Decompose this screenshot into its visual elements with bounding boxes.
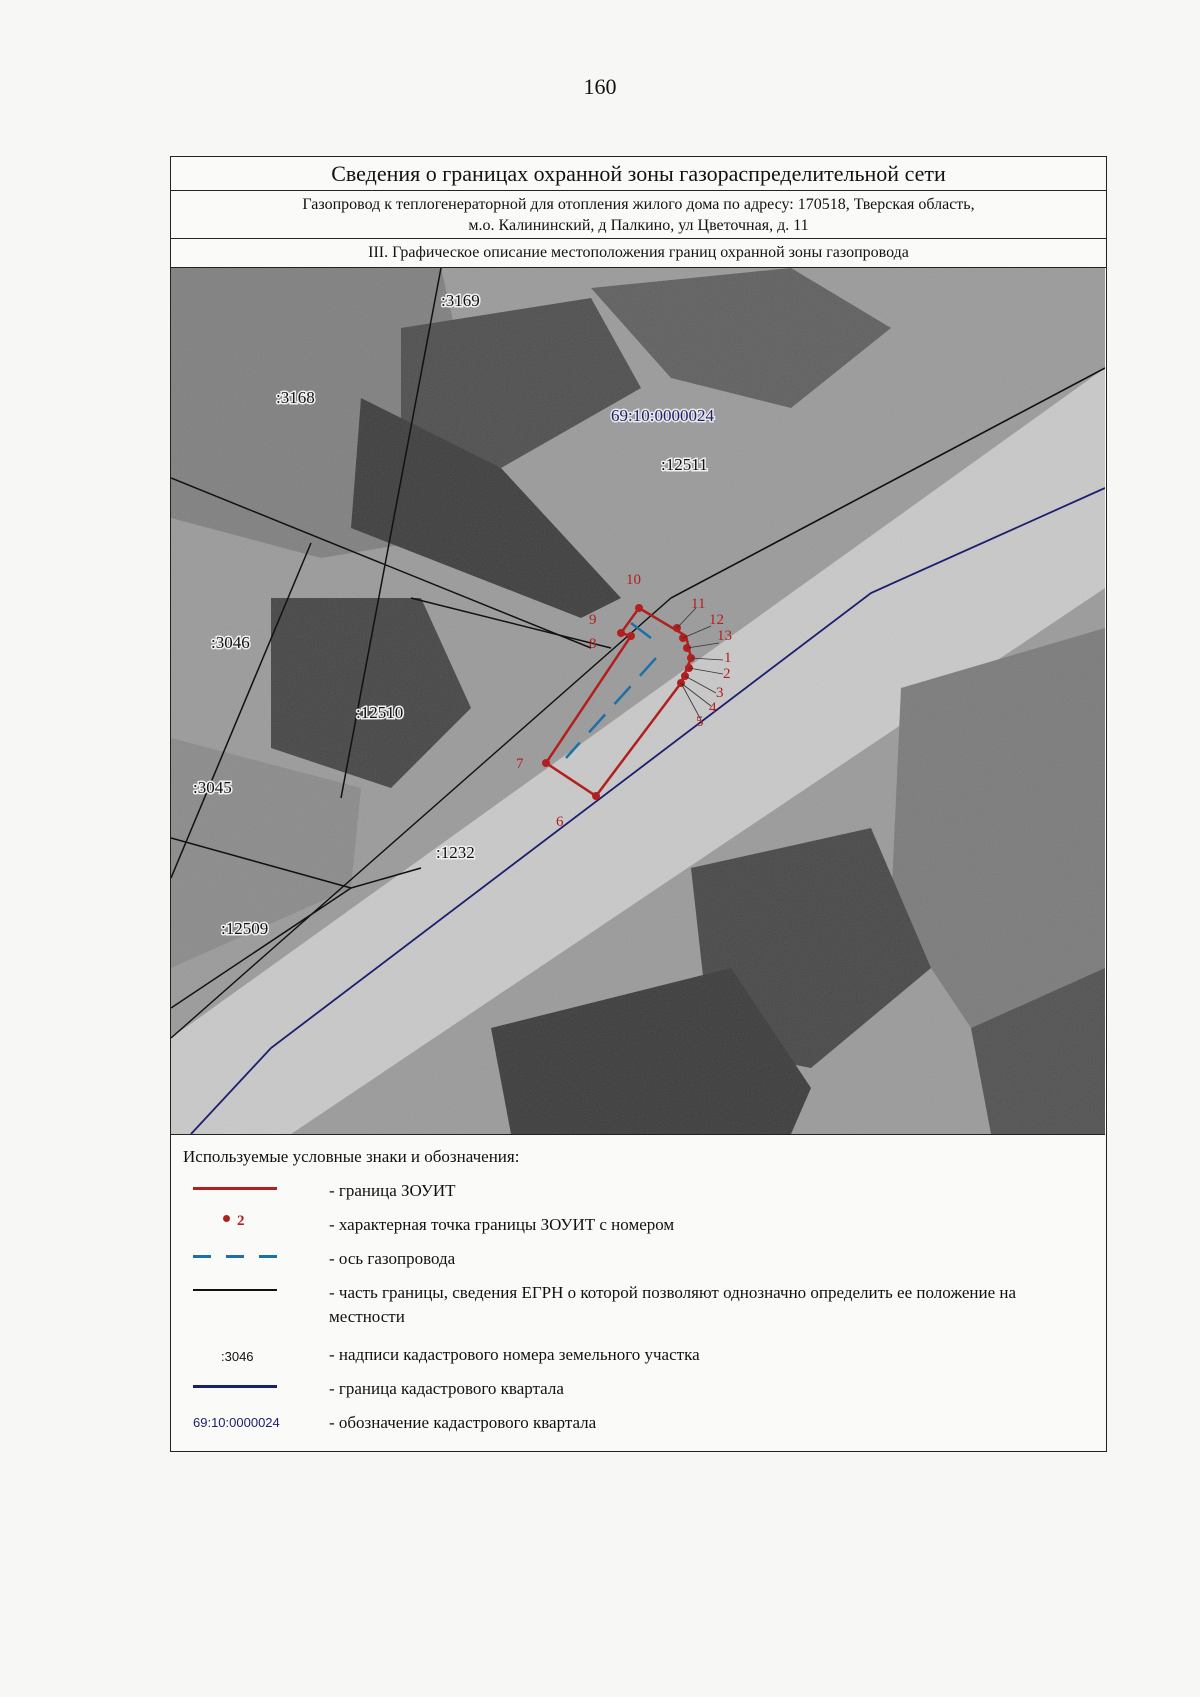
legend-item-zouit [183,1175,1083,1205]
legend-symbol-red-line [183,1175,308,1205]
point-label-11: 11 [691,596,706,612]
parcel-label-3045: :3045 [193,778,232,797]
legend-symbol-point [183,1209,308,1239]
point-label-5: 5 [696,714,704,730]
section-title: III. Графическое описание местоположения границ охранной зоны газопровода [171,239,1106,268]
document-frame [170,156,1107,1452]
document-title: Сведения о границах охранной зоны газораспределительной сети [171,157,1106,191]
point-label-1: 1 [724,650,732,666]
legend-item-cad-label [183,1339,1083,1369]
legend-symbol-navy-line [183,1373,308,1403]
legend-text: - характерная точка границы ЗОУИТ с номером [329,1215,675,1234]
zouit-point-9 [617,629,625,637]
legend-text: - граница кадастрового квартала [329,1379,564,1398]
quarter-label: 69:10:0000024 [611,406,714,425]
parcel-label-3168: :3168 [276,388,315,407]
legend-item-quarter-label [183,1407,1083,1437]
legend-item-point [183,1209,1083,1239]
legend-symbol-cad-label [183,1339,308,1369]
legend-text: - часть границы, сведения ЕГРН о которой позволяют однозначно определить ее положение на местности [329,1283,1017,1326]
legend-item-quarter-boundary [183,1373,1083,1403]
point-label-9: 9 [589,612,597,628]
point-label-8: 8 [589,636,597,652]
legend-symbol-dashed-blue [183,1243,308,1273]
quarter-sample: 69:10:0000024 [193,1415,280,1430]
point-label-7: 7 [516,756,524,772]
point-dot-icon [223,1215,230,1222]
point-sample-number: 2 [237,1213,245,1229]
parcel-label-12511: :12511 [661,455,708,474]
point-label-10: 10 [626,572,641,588]
point-label-6: 6 [556,814,564,830]
point-label-2: 2 [723,666,731,682]
parcel-label-12510: :12510 [356,703,404,722]
zouit-point-8 [627,632,635,640]
page-number: 160 [583,74,617,99]
point-label-12: 12 [709,612,724,628]
document-subtitle [171,191,1106,239]
point-label-13: 13 [717,628,732,644]
legend-text: - обозначение кадастрового квартала [329,1413,597,1432]
legend-symbol-quarter-label [183,1407,308,1437]
subtitle-line-2: м.о. Калининский, д Палкино, ул Цветочная, д. 11 [468,217,809,234]
parcel-label-3046: :3046 [211,633,250,652]
point-label-3: 3 [716,685,724,701]
legend-text: - надписи кадастрового номера земельного участка [329,1345,700,1364]
legend-text: - ось газопровода [329,1249,456,1268]
subtitle-line-1: Газопровод к теплогенераторной для отопления жилого дома по адресу: 170518, Тверская область, [302,196,975,213]
cad-sample: :3046 [221,1349,254,1364]
parcel-label-12509: :12509 [221,919,269,938]
legend-symbol-black-line [183,1277,308,1307]
map-svg [171,268,1105,1134]
zouit-point-10 [635,604,643,612]
aerial-map [171,268,1105,1135]
legend-text: - граница ЗОУИТ [329,1181,456,1200]
legend-item-axis [183,1243,1083,1273]
zouit-point-7 [542,759,550,767]
legend-item-egrn [183,1277,1083,1333]
zouit-point-6 [592,792,600,800]
parcel-label-3169: :3169 [441,291,480,310]
legend-heading: Используемые условные знаки и обозначения: [183,1147,520,1166]
parcel-label-1232: :1232 [436,843,475,862]
point-label-4: 4 [709,700,717,716]
